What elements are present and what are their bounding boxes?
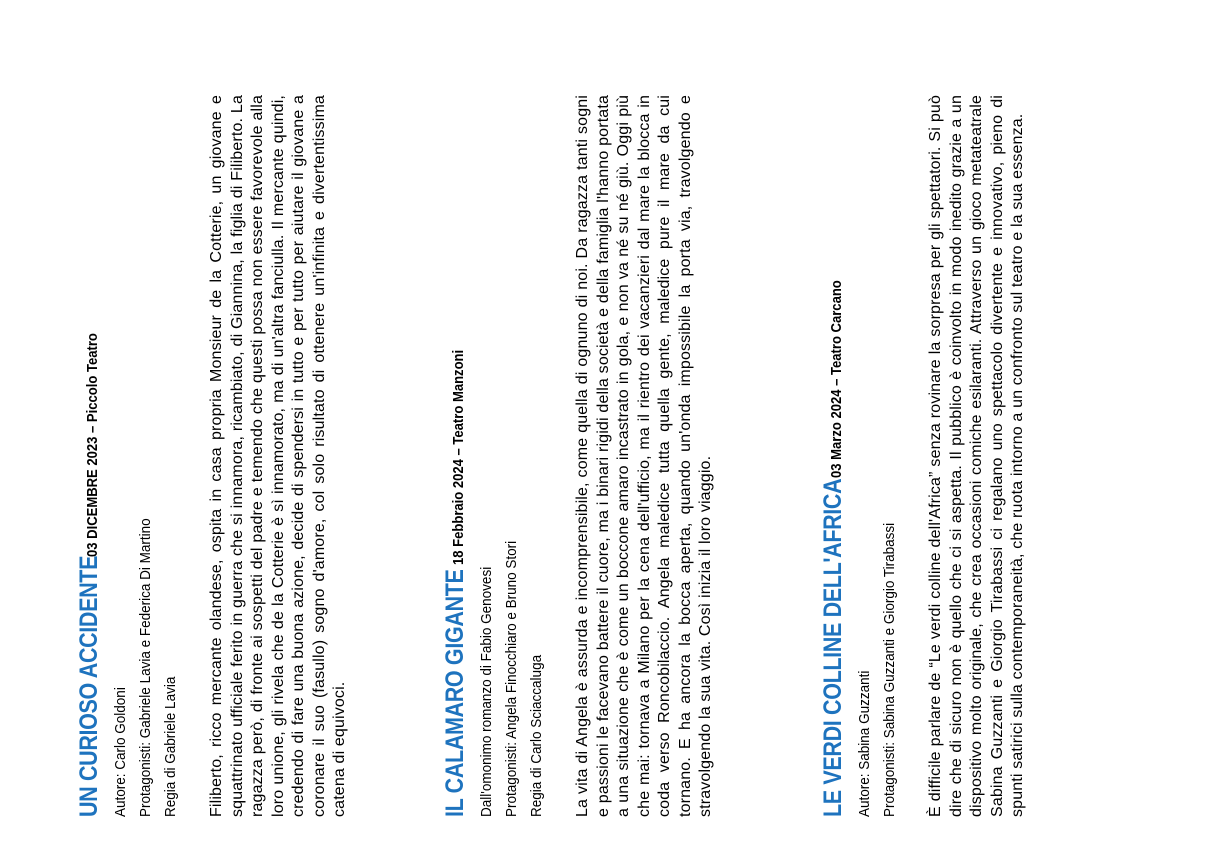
show-card-le-verdi-colline-dell-africa: [818, 95, 1029, 817]
show-card-il-calamaro-gigante: [440, 95, 717, 817]
show-author: Autore: Carlo Goldoni: [112, 687, 129, 817]
show-date-venue: 03 DICEMBRE 2023 – Piccolo Teatro: [85, 333, 101, 558]
show-cast: Protagonisti: Gabriele Lavia e Federica Di Martino: [137, 518, 154, 817]
show-director: Regia di Gabriele Lavia: [162, 676, 179, 817]
show-date-venue: 18 Febbraio 2024 – Teatro Manzoni: [451, 350, 467, 566]
show-heading: [440, 95, 474, 817]
show-director: Regia di Carlo Sciaccaluga: [528, 654, 545, 817]
show-description: La vita di Angela è assurda e incomprensibile, come quella di ognuno di noi. Da ragazza tanti sogni e passioni le facevano battere il cuore, ma i binari rigidi della società e della famiglia l'hanno portata a una situazione che è come un boccone amaro incastrato in gola, e non va né su né giù. Oggi più che mai: tornava a Milano per la cena dell'ufficio, ma il rientro dei vacanzieri dal mare la blocca in coda verso Roncobilaccio. Angela maledice tutta quella gente, maledice pure il mare da cui tornano. E ha ancora la bocca aperta, quando un'onda impossibile la porta via, travolgendo e stravolgendo la sua vita. Così inizia il loro viaggio.: [574, 95, 714, 817]
show-heading: [74, 95, 108, 817]
show-source: Dall'omonimo romanzo di Fabio Genovesi: [478, 566, 495, 817]
show-author: Autore: Sabina Guzzanti: [856, 670, 873, 817]
show-description: Filiberto, ricco mercante olandese, ospita in casa propria Monsieur de la Cotterie, un giovane e squattrinato ufficiale ferito in guerra che si innamora, ricambiato, di Giannina, la figlia di Filiberto. La ragazza però, di fronte ai sospetti del padre e temendo che questi possa non essere favorevole alla loro unione, gli rivela che de la Cotterie è sì innamorato, ma di un'altra fanciulla. Il mercante quindi, credendo di fare una buona azione, decide di spendersi in tutto e per tutto per aiutare il giovane a coronare il suo (fasullo) sogno d'amore, col solo risultato di ottenere un'infinita e divertentissima catena di equivoci.: [208, 95, 348, 817]
show-title: UN CURIOSO ACCIDENTE: [75, 555, 103, 817]
show-cast: Protagonisti: Sabina Guzzanti e Giorgio Tirabassi: [881, 522, 898, 817]
show-title: IL CALAMARO GIGANTE: [441, 569, 469, 817]
show-description: È difficile parlare de “Le verdi colline dell'Africa” senza rovinare la sorpresa per gli spettatori. Si può dire che di sicuro non è quello che ci si aspetta. Il pubblico è coinvolto in modo inedito grazie a un dispositivo molto originale, che crea occasioni comiche esilaranti. Attraverso un gioco metateatrale Sabina Guzzanti e Giorgio Tirabassi ci regalano uno spettacolo divertente e innovativo, pieno di spunti satirici sulla contemporaneità, che ruota intorno a un confronto sul teatro e la sua essenza.: [927, 95, 1026, 817]
show-title: LE VERDI COLLINE DELL'AFRICA: [819, 478, 847, 817]
show-date-venue: 03 Marzo 2024 – Teatro Carcano: [829, 279, 845, 478]
show-heading: [818, 95, 852, 817]
show-cast: Protagonisti: Angela Finocchiaro e Bruno Stori: [503, 540, 520, 817]
show-card-un-curioso-accidente: [74, 95, 351, 817]
